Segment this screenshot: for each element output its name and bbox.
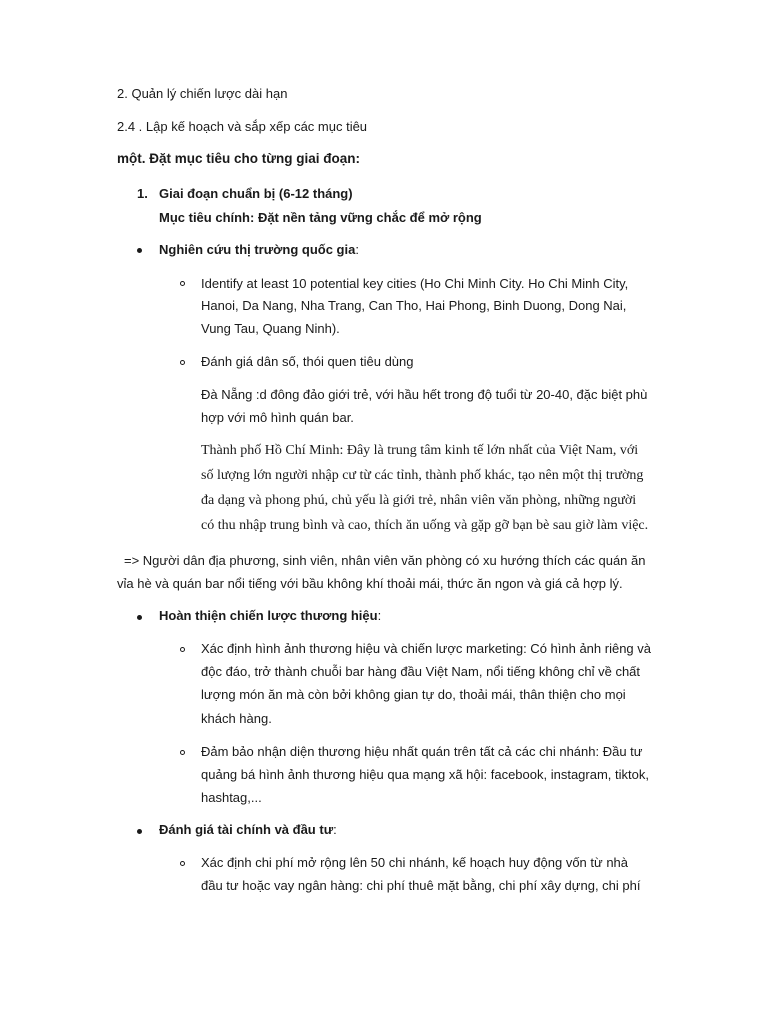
danang-line: hợp với mô hình quán bar. bbox=[201, 410, 354, 425]
brand-item1-line: Xác định hình ảnh thương hiệu và chiến lược marketing: Có hình ảnh riêng và bbox=[201, 641, 652, 656]
hcm-line: Thành phố Hồ Chí Minh: Đây là trung tâm kinh tế lớn nhất của Việt Nam, với bbox=[201, 443, 639, 458]
finance-item1-line: Xác định chi phí mở rộng lên 50 chi nhánh, kế hoạch huy động vốn từ nhà bbox=[201, 855, 629, 870]
bullet-circle bbox=[180, 861, 185, 866]
brand-item2-line: hashtag,... bbox=[201, 790, 262, 805]
bullet-circle bbox=[180, 750, 185, 755]
brand-item1-line: lượng món ăn mà còn bởi không gian tự do, thoải mái, thân thiện cho mọi bbox=[201, 687, 626, 702]
hcm-line: số lượng lớn người nhập cư từ các tỉnh, thành phố khác, tạo nên một thị trường bbox=[201, 468, 644, 483]
bullet-circle bbox=[180, 647, 185, 652]
stage-number: 1. bbox=[137, 186, 148, 201]
market-item2: Đánh giá dân số, thói quen tiêu dùng bbox=[201, 354, 414, 369]
heading-line-1: 2. Quản lý chiến lược dài hạn bbox=[117, 86, 288, 101]
bullet-circle bbox=[180, 281, 185, 286]
market-research-heading bbox=[159, 242, 359, 257]
brand-heading bbox=[159, 608, 381, 623]
brand-item2-line: quảng bá hình ảnh thương hiệu qua mạng xã hội: facebook, instagram, tiktok, bbox=[201, 767, 649, 782]
finance-heading bbox=[159, 822, 337, 837]
stage-goal: Mục tiêu chính: Đặt nền tảng vững chắc để mở rộng bbox=[159, 210, 482, 225]
conclusion-line: vỉa hè và quán bar nổi tiếng với bầu không khí thoải mái, thức ăn ngon và giá cả hợp lý. bbox=[117, 576, 623, 591]
brand-item1-line: độc đáo, trở thành chuỗi bar hàng đầu Việt Nam, nổi tiếng không chỉ về chất bbox=[201, 664, 641, 679]
colon: : bbox=[355, 242, 359, 257]
bullet-circle bbox=[180, 360, 185, 365]
market-item1-line: Vung Tau, Quang Ninh). bbox=[201, 321, 340, 336]
brand-item2-line: Đảm bảo nhận diện thương hiệu nhất quán trên tất cả các chi nhánh: Đầu tư bbox=[201, 744, 643, 759]
bullet-dot bbox=[137, 615, 142, 620]
market-item1-line: Hanoi, Da Nang, Nha Trang, Can Tho, Hai Phong, Binh Duong, Dong Nai, bbox=[201, 298, 627, 313]
colon: : bbox=[377, 608, 382, 623]
bullet-dot bbox=[137, 248, 142, 253]
danang-line: Đà Nẵng :d đông đảo giới trẻ, với hầu hết trong độ tuổi từ 20-40, đặc biệt phù bbox=[201, 387, 648, 402]
heading-line-2: 2.4 . Lập kế hoạch và sắp xếp các mục tiêu bbox=[117, 119, 368, 134]
section-heading: một. Đặt mục tiêu cho từng giai đoạn: bbox=[117, 151, 361, 166]
hcm-line: có thu nhập trung bình và cao, thích ăn uống và gặp gỡ bạn bè sau giờ làm việc. bbox=[201, 518, 649, 533]
market-research-title: Nghiên cứu thị trường quốc gia bbox=[159, 242, 356, 257]
stage-title: Giai đoạn chuẩn bị (6-12 tháng) bbox=[159, 186, 353, 201]
market-item1-line: Identify at least 10 potential key cities (Ho Chi Minh City. Ho Chi Minh City, bbox=[201, 276, 629, 291]
finance-title: Đánh giá tài chính và đầu tư bbox=[159, 822, 334, 837]
hcm-line: đa dạng và phong phú, chủ yếu là giới trẻ, nhân viên văn phòng, những người bbox=[201, 493, 637, 508]
brand-title: Hoàn thiện chiến lược thương hiệu bbox=[159, 608, 378, 623]
colon: : bbox=[333, 822, 337, 837]
bullet-dot bbox=[137, 829, 142, 834]
brand-item1-line: khách hàng. bbox=[201, 711, 272, 726]
conclusion-line: => Người dân địa phương, sinh viên, nhân viên văn phòng có xu hướng thích các quán ăn bbox=[124, 553, 646, 568]
finance-item1-line: đầu tư hoặc vay ngân hàng: chi phí thuê mặt bằng, chi phí xây dựng, chi phí bbox=[201, 878, 641, 893]
